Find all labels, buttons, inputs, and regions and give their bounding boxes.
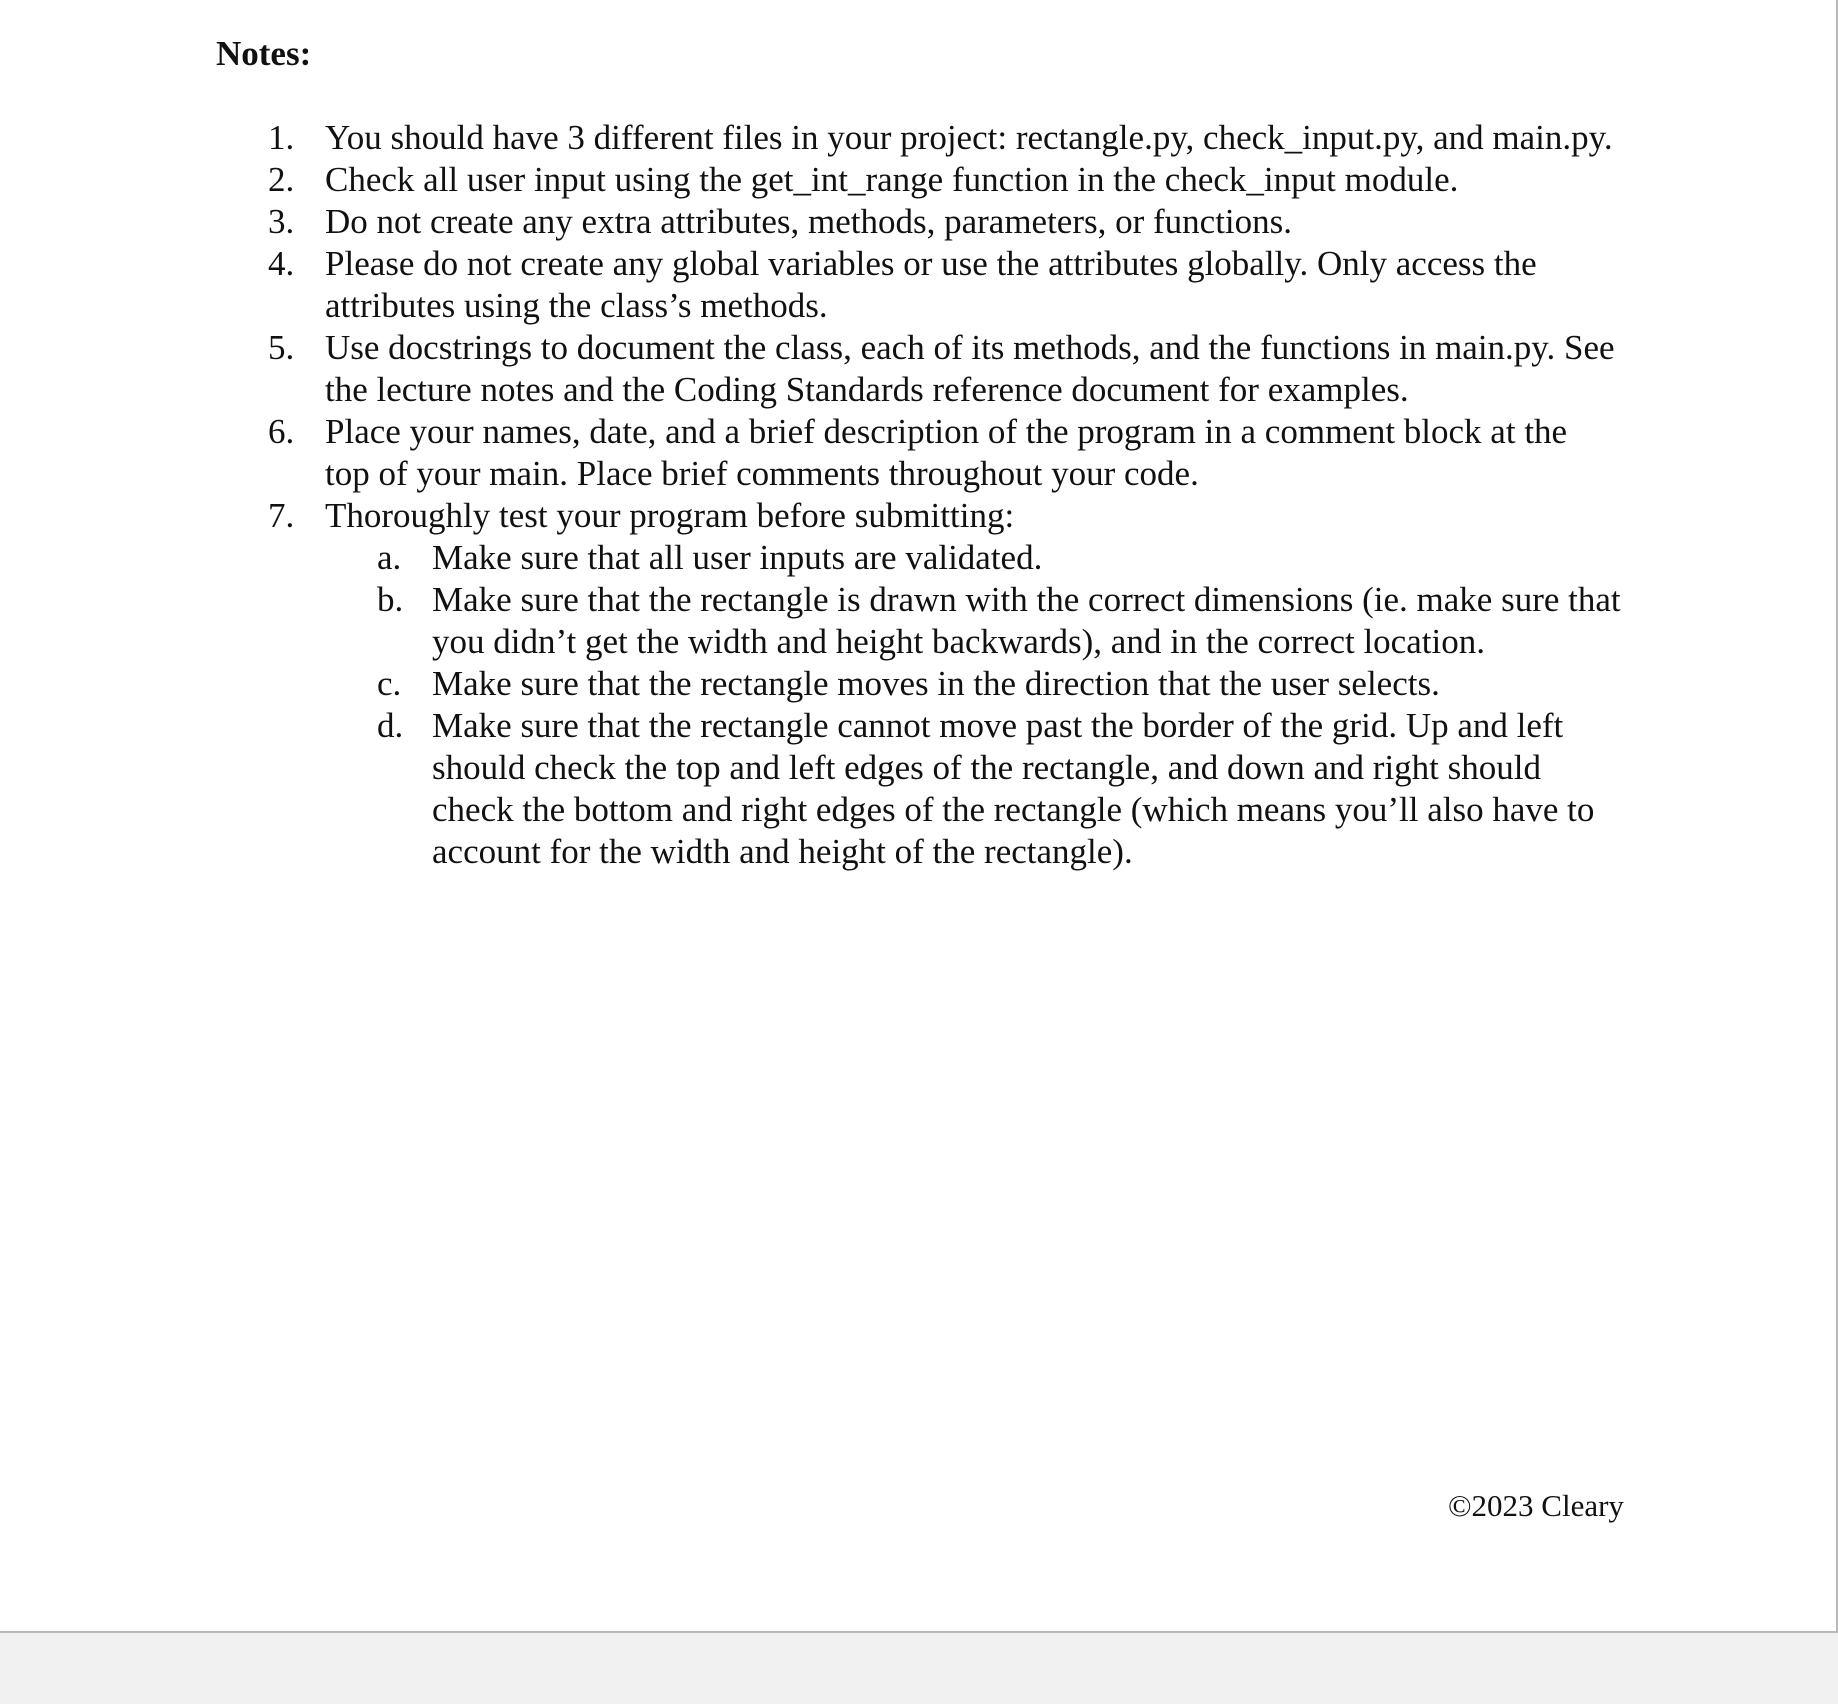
note-number: 3.	[268, 202, 295, 241]
note-item	[0, 243, 1615, 327]
note-text: Thoroughly test your program before submitting:	[325, 496, 1015, 535]
checklist-item	[325, 705, 1622, 873]
note-text: Please do not create any global variables or use the attributes globally. Only access the attributes using the class’s methods.	[325, 244, 1537, 325]
note-number: 7.	[268, 496, 295, 535]
testing-checklist	[325, 537, 1621, 873]
copyright-footer: ©2023 Cleary	[1448, 1488, 1624, 1523]
note-text: You should have 3 different files in your project: rectangle.py, check_input.py, and main.py.	[325, 118, 1613, 157]
note-number: 6.	[268, 412, 295, 451]
checklist-text: Make sure that all user inputs are validated.	[432, 538, 1043, 577]
note-number: 1.	[268, 118, 295, 157]
note-text: Place your names, date, and a brief description of the program in a comment block at the top of your main. Place brief comments throughout your code.	[325, 412, 1568, 493]
note-item	[0, 117, 1615, 159]
checklist-text: Make sure that the rectangle moves in the direction that the user selects.	[432, 664, 1440, 703]
note-item	[0, 327, 1615, 411]
note-number: 2.	[268, 160, 295, 199]
note-item	[0, 411, 1615, 495]
note-item	[0, 495, 1621, 873]
checklist-letter: b.	[377, 580, 404, 619]
note-item	[0, 159, 1615, 201]
checklist-text: Make sure that the rectangle cannot move past the border of the grid. Up and left should check the top and left edges of the rectangle, and down and right should check the bottom and right edges of the rectangle (which means you’ll also have to account for the width and height of the rectangle).	[432, 706, 1595, 871]
viewer-background	[0, 1633, 1838, 1704]
note-text: Do not create any extra attributes, methods, parameters, or functions.	[325, 202, 1293, 241]
note-number: 4.	[268, 244, 295, 283]
checklist-text: Make sure that the rectangle is drawn with the correct dimensions (ie. make sure that you didn’t get the width and height backwards), and in the correct location.	[432, 580, 1621, 661]
checklist-letter: d.	[377, 706, 404, 745]
notes-heading: Notes:	[216, 34, 312, 73]
note-item	[0, 201, 1615, 243]
checklist-letter: a.	[377, 538, 402, 577]
checklist-letter: c.	[377, 664, 402, 703]
checklist-item	[325, 579, 1622, 663]
checklist-item	[325, 663, 1622, 705]
checklist-item	[325, 537, 1622, 579]
notes-list	[0, 117, 1836, 873]
note-number: 5.	[268, 328, 295, 367]
note-text: Use docstrings to document the class, each of its methods, and the functions in main.py. See the lecture notes and the Coding Standards reference document for examples.	[325, 328, 1615, 409]
note-text: Check all user input using the get_int_range function in the check_input module.	[325, 160, 1459, 199]
